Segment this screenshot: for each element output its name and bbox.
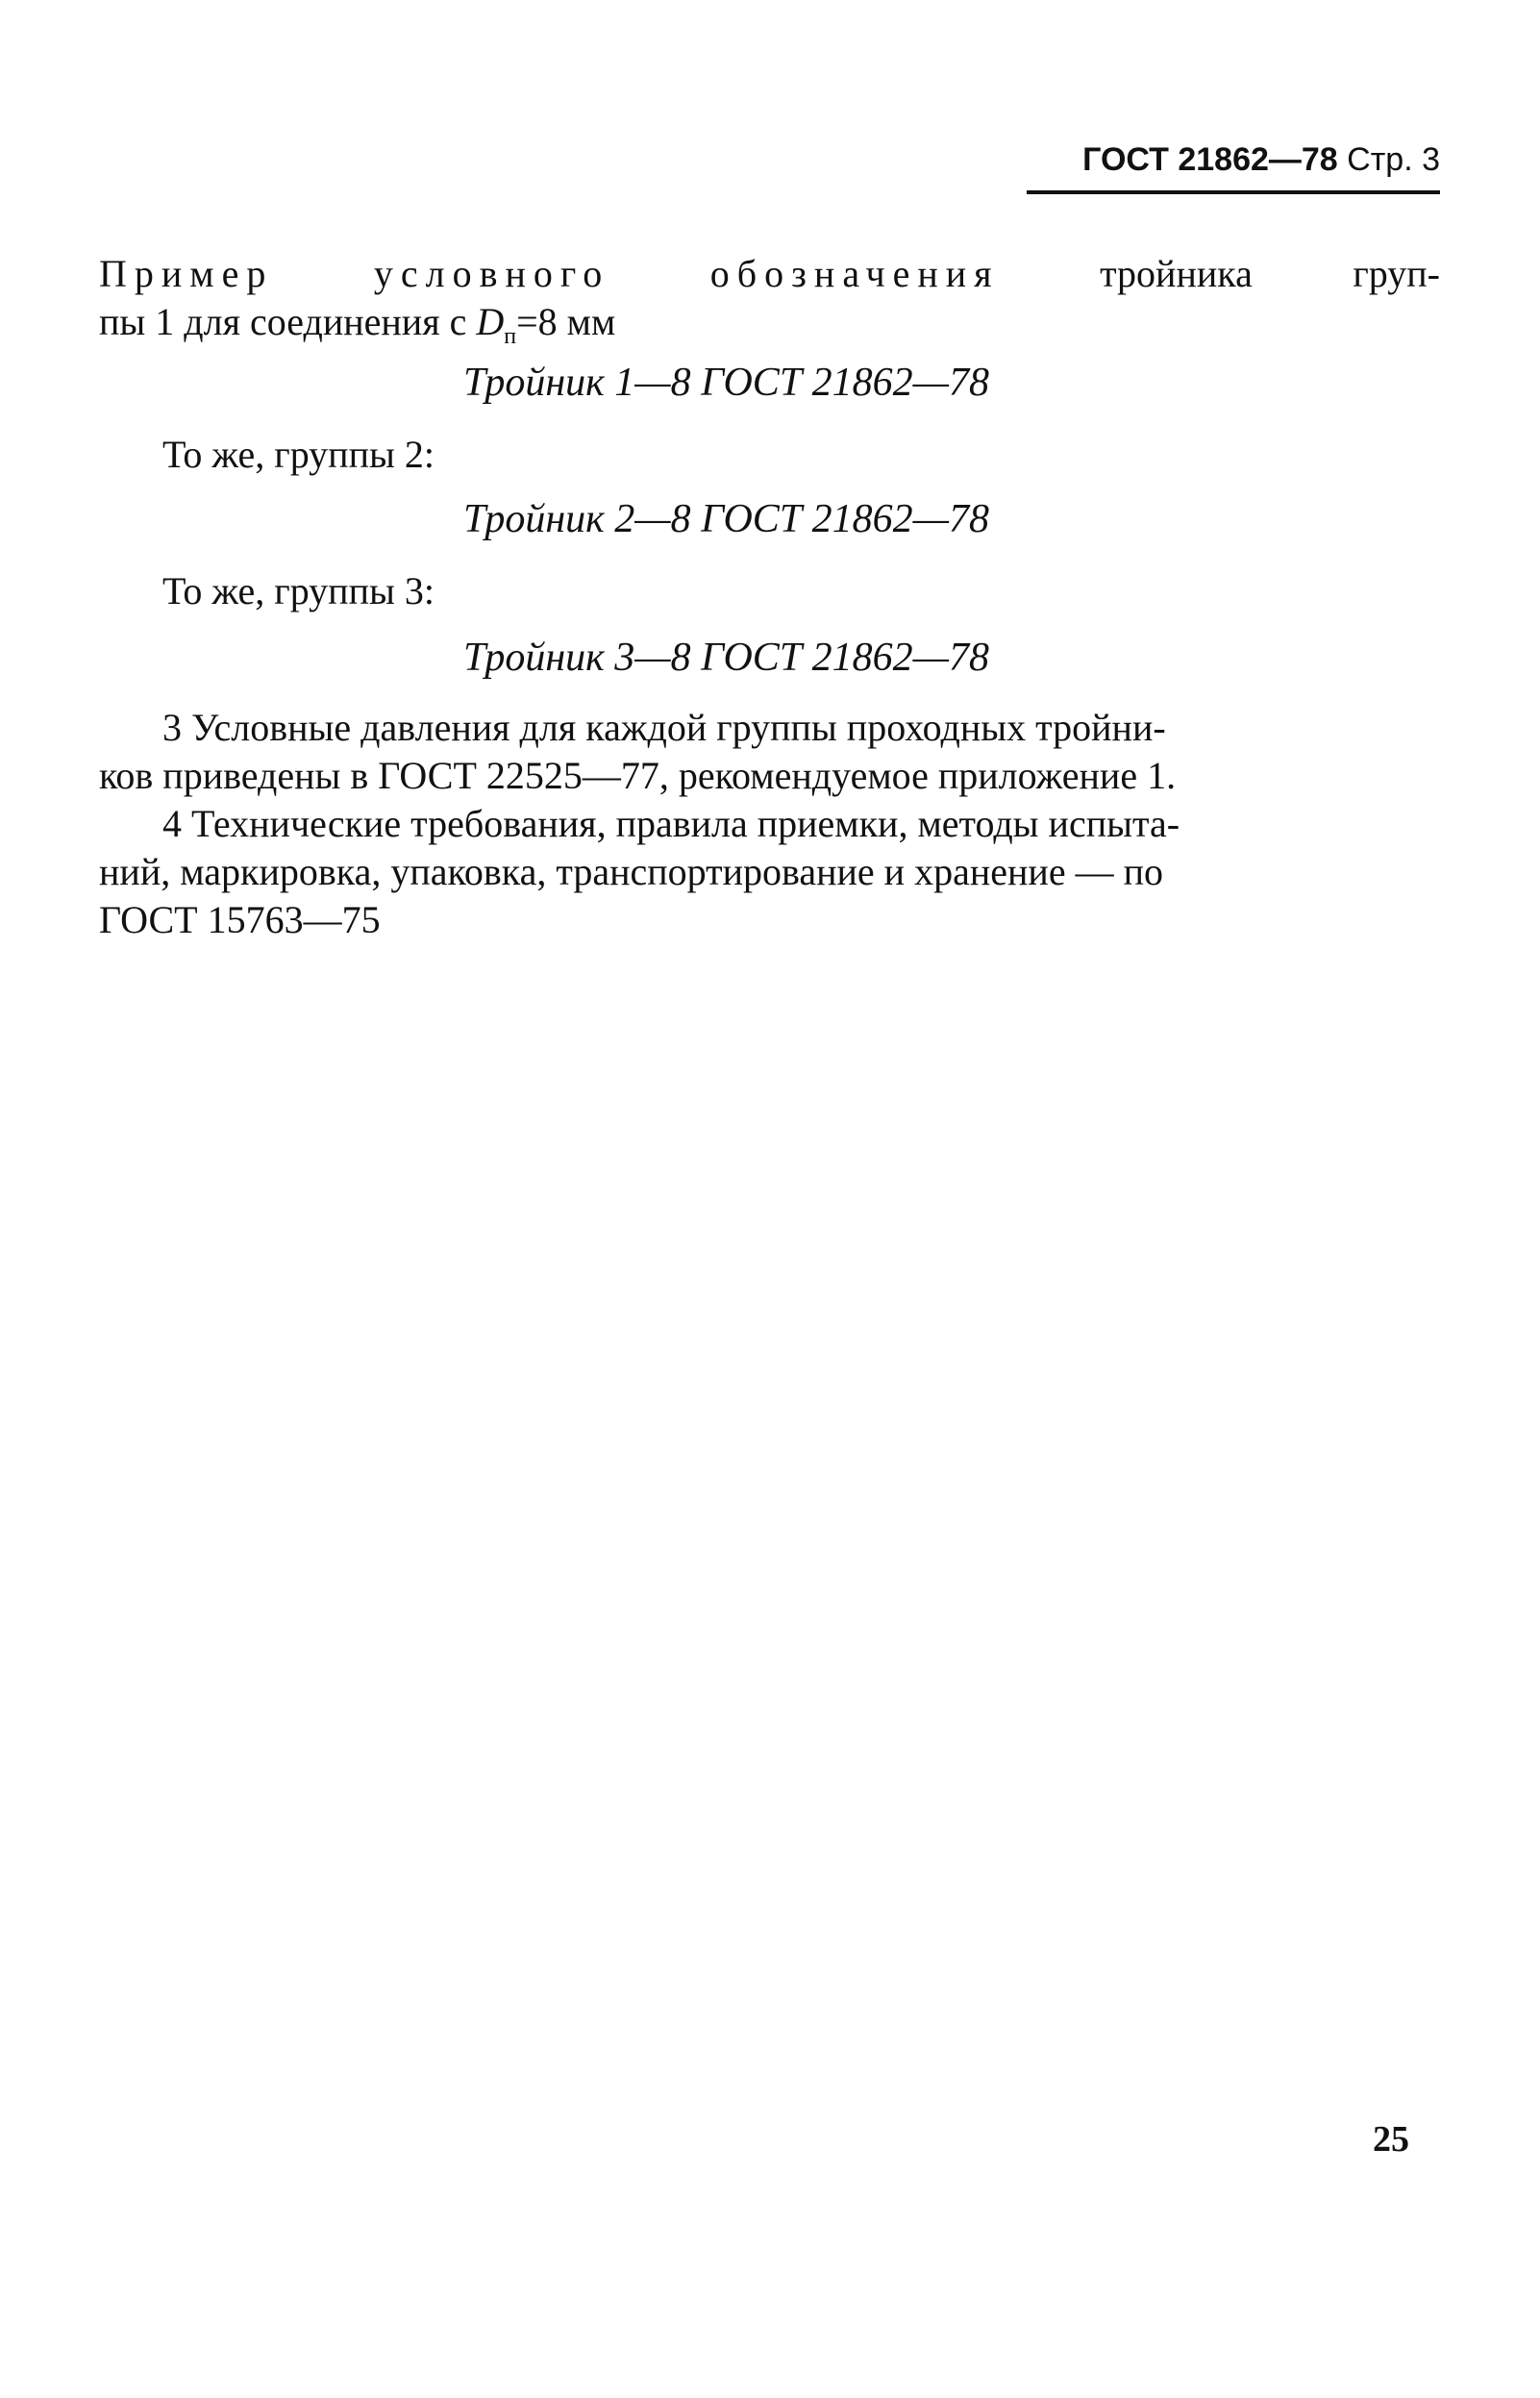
header-standard: ГОСТ 21862—78	[1082, 141, 1338, 178]
page-number: 25	[1373, 2119, 1409, 2160]
paragraph-3-line-1	[162, 702, 1440, 754]
same-group-2: То же, группы 2:	[162, 433, 435, 476]
diameter-subscript: п	[504, 324, 517, 349]
paragraph-1-line-1	[99, 248, 1440, 300]
p1-word: груп-	[1353, 252, 1440, 295]
paragraph-4-line-3: ГОСТ 15763—75	[99, 898, 381, 941]
paragraph-4-line-1: 4 Технические требования, правила приемки, методы испыта-	[162, 802, 1180, 845]
p1-word: условного	[373, 252, 610, 295]
header-page: Стр. 3	[1347, 141, 1440, 178]
p1-word: обозначения	[709, 252, 1000, 295]
paragraph-4-line-2: ний, маркировка, упаковка, транспортирование и хранение — по	[99, 850, 1163, 893]
paragraph-3-line-2: ков приведены в ГОСТ 22525—77, рекомендуемое приложение 1.	[99, 754, 1177, 797]
p3-line1: 3 Условные давления для каждой группы проходных тройни-	[162, 706, 1166, 749]
paragraph-1-line-2	[99, 296, 1440, 348]
example-2: Тройник 2—8 ГОСТ 21862—78	[463, 497, 990, 541]
p1-line2-prefix: пы 1 для соединения с	[99, 300, 477, 343]
p1-word: Пример	[99, 252, 274, 295]
diameter-symbol: D	[476, 300, 505, 343]
header-rule	[1027, 190, 1440, 194]
example-3: Тройник 3—8 ГОСТ 21862—78	[463, 636, 990, 680]
p1-line2-suffix: =8 мм	[516, 300, 616, 343]
same-group-3: То же, группы 3:	[162, 569, 435, 612]
example-1: Тройник 1—8 ГОСТ 21862—78	[463, 361, 990, 405]
p1-word: тройника	[1100, 252, 1253, 295]
running-header	[1027, 137, 1440, 183]
